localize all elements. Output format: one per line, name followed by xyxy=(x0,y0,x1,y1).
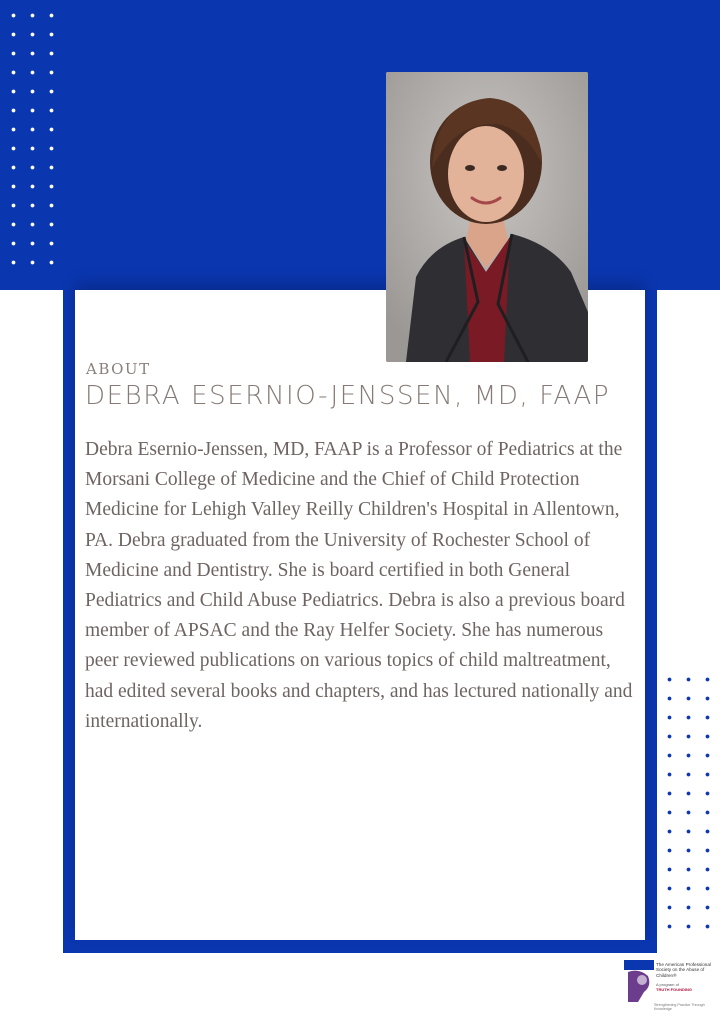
person-name-heading: DEBRA ESERNIO-JENSSEN, MD, FAAP xyxy=(85,381,611,411)
apsac-logo xyxy=(620,956,718,1012)
section-label: ABOUT xyxy=(86,360,151,378)
logo-tagline: Strengthening Practice Through Knowledge xyxy=(654,1003,705,1011)
profile-photo xyxy=(386,72,588,362)
logo-org-name: The American Professional Society on the Abuse of Children® xyxy=(656,962,711,978)
decorative-dot-grid-right xyxy=(660,670,716,936)
logo-sponsor xyxy=(656,982,716,992)
portrait-illustration xyxy=(386,72,588,362)
biography-text: Debra Esernio-Jenssen, MD, FAAP is a Professor of Pediatrics at the Morsani College of Medicine and the Chief of Child Protection Medicine for Lehigh Valley Reilly Children's Hospital in Allentown, PA. Debra graduated from the University of Rochester School of Medicine and Dentistry. She is board certified in both General Pediatrics and Child Abuse Pediatrics. Debra is also a previous board member of APSAC and the Ray Helfer Society. She has numerous peer reviewed publications on various topics of child maltreatment, had edited several books and chapters, and has lectured nationally and internationally. xyxy=(85,439,633,732)
logo-sponsor-name: TRUTH FOUNDING xyxy=(656,987,692,992)
logo-sponsor-prefix: A program of xyxy=(656,982,679,987)
header-band xyxy=(0,0,720,290)
apsac-logo-mark-icon xyxy=(624,960,654,1002)
decorative-dot-grid-top-left xyxy=(4,6,60,274)
